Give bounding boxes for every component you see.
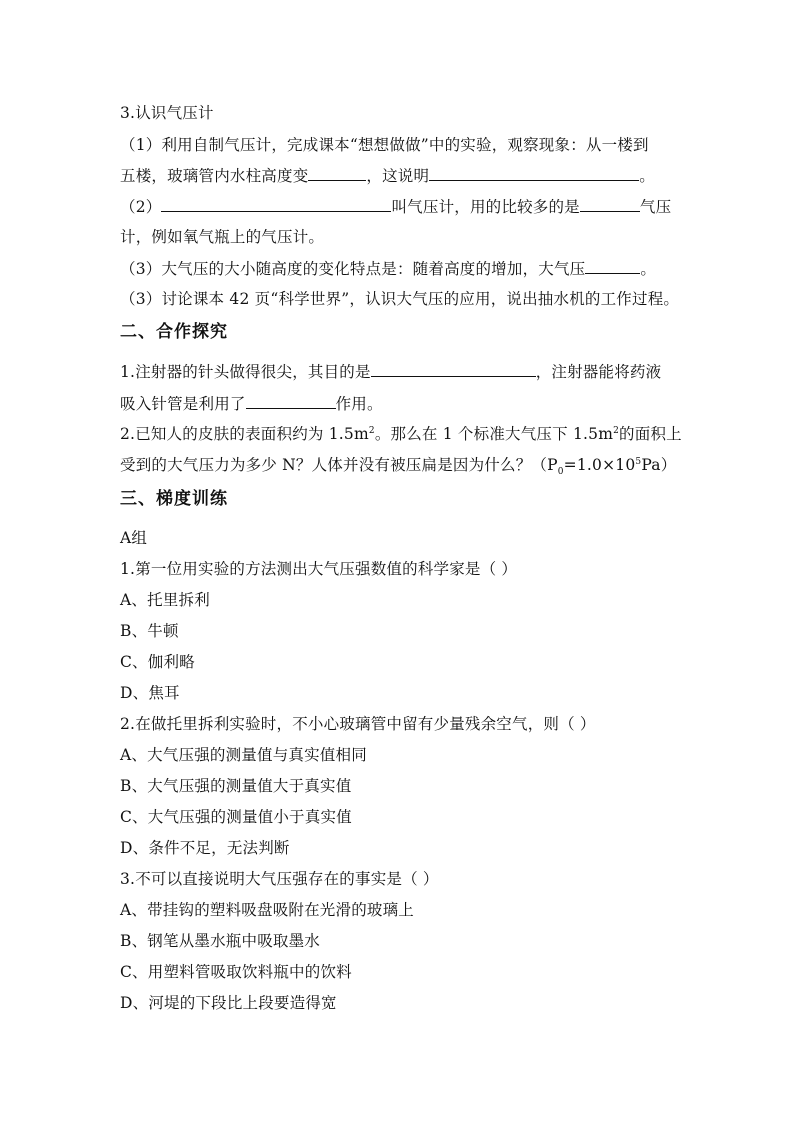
mc-option: D、条件不足，无法判断 xyxy=(120,839,290,857)
answer-blank[interactable] xyxy=(580,196,640,212)
answer-blank[interactable] xyxy=(161,196,391,212)
section-heading-gradient-training: 三、梯度训练 xyxy=(120,489,228,509)
text: ，注射器能将药液 xyxy=(535,363,662,381)
text: 作用。 xyxy=(335,395,383,413)
mc-question-2: 2.在做托里拆利实验时，不小心玻璃管中留有少量残余空气，则（ ） xyxy=(120,715,596,733)
question-3-line xyxy=(120,258,656,279)
answer-blank[interactable] xyxy=(429,165,639,181)
answer-blank[interactable] xyxy=(585,258,640,274)
question-2-line-2: 计，例如氧气瓶上的气压计。 xyxy=(120,228,325,246)
inquiry-2-line-2 xyxy=(120,455,677,478)
group-label: A组 xyxy=(120,529,148,547)
mc-option: B、大气压强的测量值大于真实值 xyxy=(120,777,352,795)
mc-option: C、伽利略 xyxy=(120,653,195,671)
question-4-line: （3）讨论课本 42 页“科学世界”，认识大气压的应用，说出抽水机的工作过程。 xyxy=(120,290,680,308)
question-1-line-2 xyxy=(120,165,655,186)
text: ，这说明 xyxy=(366,167,430,185)
mc-option: D、河堤的下段比上段要造得宽 xyxy=(120,994,337,1012)
text: 。 xyxy=(640,260,657,278)
text: 1.注射器的针头做得很尖，其目的是 xyxy=(120,363,371,381)
inquiry-1-line-1 xyxy=(120,361,661,382)
inquiry-2-line-1 xyxy=(120,424,682,444)
superscript: 2 xyxy=(368,425,375,436)
section-heading-cooperative: 二、合作探究 xyxy=(120,322,228,342)
mc-question-1: 1.第一位用实验的方法测出大气压强数值的科学家是（ ） xyxy=(120,560,518,578)
mc-option: C、大气压强的测量值小于真实值 xyxy=(120,808,352,826)
section-3-title: 3.认识气压计 xyxy=(120,104,214,122)
mc-option: B、钢笔从墨水瓶中吸取墨水 xyxy=(120,932,320,950)
mc-question-3: 3.不可以直接说明大气压强存在的事实是（ ） xyxy=(120,870,439,888)
superscript: 2 xyxy=(613,425,620,436)
text: 五楼，玻璃管内水柱高度变 xyxy=(120,167,309,185)
mc-option: C、用塑料管吸取饮料瓶中的饮料 xyxy=(120,963,352,981)
text: 2.已知人的皮肤的表面积约为 1.5m xyxy=(120,425,369,443)
text: =1.0×10 xyxy=(563,456,636,474)
superscript: 5 xyxy=(635,456,642,467)
mc-option: D、焦耳 xyxy=(120,684,180,702)
question-2-line-1 xyxy=(120,196,671,217)
mc-option: A、托里拆利 xyxy=(120,591,210,609)
subscript: 0 xyxy=(557,467,564,478)
mc-option: A、大气压强的测量值与真实值相同 xyxy=(120,746,367,764)
text: 气压 xyxy=(639,198,672,216)
text: （3）大气压的大小随高度的变化特点是：随着高度的增加，大气压 xyxy=(120,260,586,278)
question-1-line-1: （1）利用自制气压计，完成课本“想想做做”中的实验，观察现象：从一楼到 xyxy=(120,136,649,154)
text: 。 xyxy=(639,167,655,185)
mc-option: A、带挂钩的塑料吸盘吸附在光滑的玻璃上 xyxy=(120,901,414,919)
text: 的面积上 xyxy=(619,425,682,443)
text: （2） xyxy=(120,198,162,216)
text: 受到的大气压力为多少 N？人体并没有被压扁是因为什么？（P xyxy=(120,456,558,474)
answer-blank[interactable] xyxy=(308,165,366,181)
answer-blank[interactable] xyxy=(246,393,336,409)
text: 叫气压计，用的比较多的是 xyxy=(391,198,580,216)
mc-option: B、牛顿 xyxy=(120,622,179,640)
text: 吸入针管是利用了 xyxy=(120,395,246,413)
text: Pa） xyxy=(641,456,677,474)
answer-blank[interactable] xyxy=(371,361,536,377)
text: 。那么在 1 个标准大气压下 1.5m xyxy=(374,425,614,443)
inquiry-1-line-2 xyxy=(120,393,383,414)
